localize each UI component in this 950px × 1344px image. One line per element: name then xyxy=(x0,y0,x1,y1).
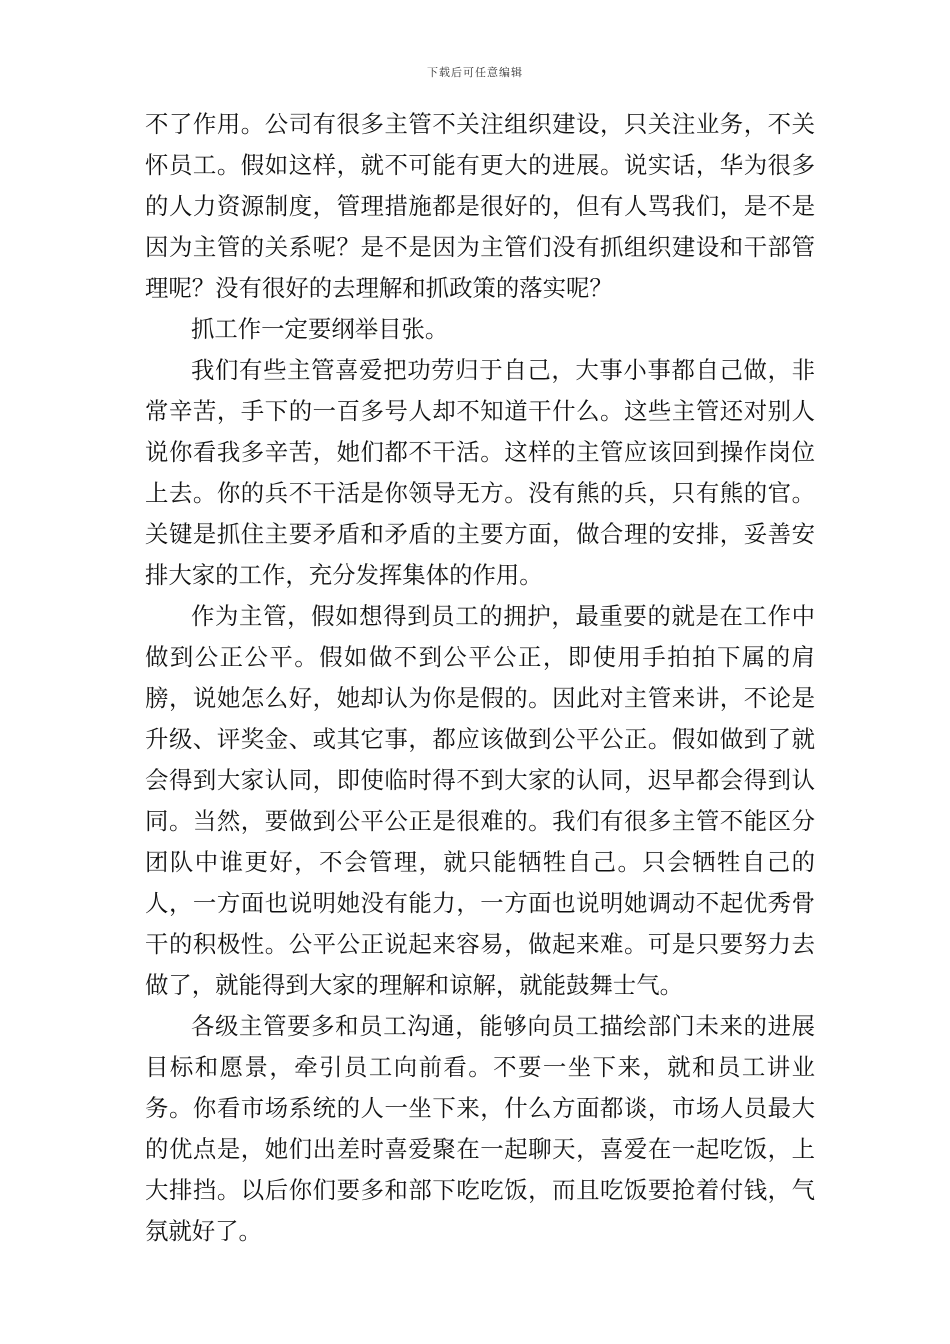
paragraph-1: 不了作用。公司有很多主管不关注组织建设，只关注业务，不关怀员工。假如这样，就不可能有更大的进展。说实话，华为很多的人力资源制度，管理措施都是很好的，但有人骂我们，是不是因为主管的关系呢？是不是因为主管们没有抓组织建设和干部管理呢？没有很好的去理解和抓政策的落实呢？ xyxy=(145,110,815,302)
document-body xyxy=(145,104,815,1252)
page-header: 下载后可任意编辑 xyxy=(427,66,523,79)
paragraph-3: 我们有些主管喜爱把功劳归于自己，大事小事都自己做，非常辛苦，手下的一百多号人却不知道干什么。这些主管还对别人说你看我多辛苦，她们都不干活。这样的主管应该回到操作岗位上去。你的兵不干活是你领导无方。没有熊的兵，只有熊的官。关键是抓住主要矛盾和矛盾的主要方面，做合理的安排，妥善安排大家的工作，充分发挥集体的作用。 xyxy=(145,356,815,589)
paragraph-4: 作为主管，假如想得到员工的拥护，最重要的就是在工作中做到公正公平。假如做不到公平公正，即使用手拍拍下属的肩膀，说她怎么好，她却认为你是假的。因此对主管来讲，不论是升级、评奖金、或其它事，都应该做到公平公正。假如做到了就会得到大家认同，即使临时得不到大家的认同，迟早都会得到认同。当然，要做到公平公正是很难的。我们有很多主管不能区分团队中谁更好，不会管理，就只能牺牲自己。只会牺牲自己的人，一方面也说明她没有能力，一方面也说明她调动不起优秀骨干的积极性。公平公正说起来容易，做起来难。可是只要努力去做了，就能得到大家的理解和谅解，就能鼓舞士气。 xyxy=(145,602,815,999)
paragraph-2: 抓工作一定要纲举目张。 xyxy=(191,315,449,343)
paragraph-5: 各级主管要多和员工沟通，能够向员工描绘部门未来的进展目标和愿景，牵引员工向前看。不要一坐下来，就和员工讲业务。你看市场系统的人一坐下来，什么方面都谈，市场人员最大的优点是，她们出差时喜爱聚在一起聊天，喜爱在一起吃饭，上大排挡。以后你们要多和部下吃吃饭，而且吃饭要抢着付钱，气氛就好了。 xyxy=(145,1012,815,1245)
